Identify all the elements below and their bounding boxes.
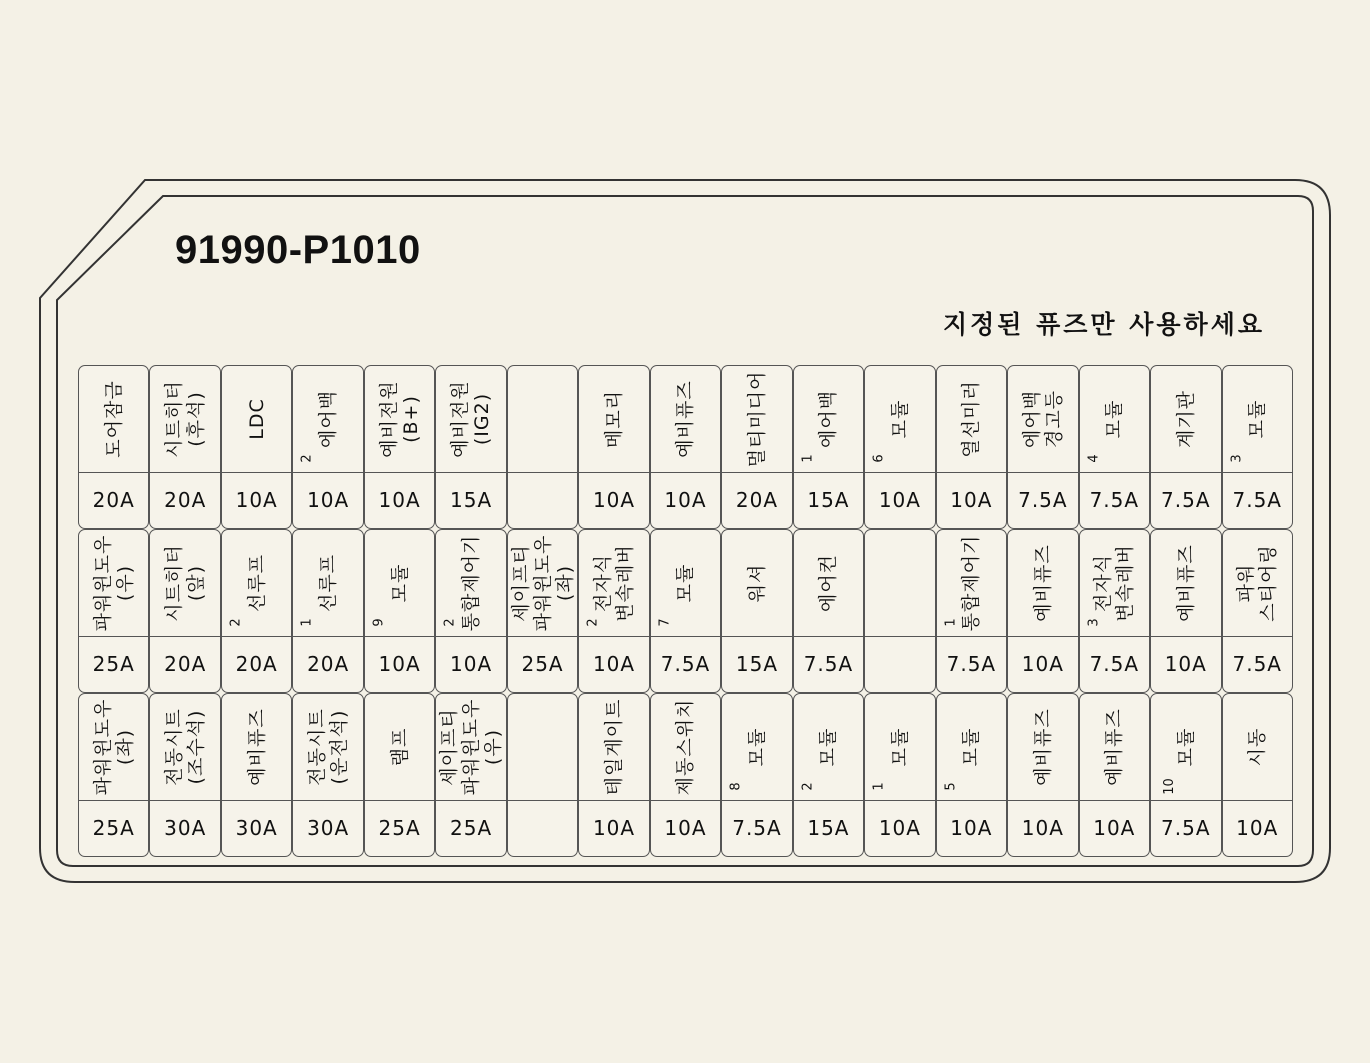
fuse-amperage: 20A [164,488,207,512]
fuse-label: 모듈 [817,727,840,767]
fuse-label: 선루프 [245,553,268,613]
fuse-label: 모듈 [388,563,411,603]
fuse-label-area [436,694,505,801]
fuse-label: 예비퓨즈 [1103,708,1126,786]
fuse-label-area [1080,694,1149,801]
fuse-label-area [1223,366,1292,473]
fuse-amperage: 20A [235,652,278,676]
fuse-label-area [1223,694,1292,801]
fuse-amperage: 10A [1236,816,1279,840]
fuse-label: 모듈 [1246,399,1269,439]
fuse-slot [1222,529,1293,693]
fuse-slot [578,529,649,693]
fuse-slot [864,529,935,693]
fuse-grid [78,365,1293,858]
fuse-amperage: 10A [592,652,636,676]
fuse-amperage [508,800,577,856]
fuse-label-area [79,530,148,637]
fuse-index: 2 [800,782,816,791]
fuse-label-area [222,530,291,637]
fuse-label: 선루프 [317,553,340,613]
warning-text: 지정된 퓨즈만 사용하세요 [942,310,1265,339]
fuse-label: 모듈 [888,727,911,767]
fuse-label-area [579,366,648,473]
fuse-amperage: 10A [950,488,993,512]
fuse-amperage: 7.5A [1089,652,1140,676]
fuse-amperage: 7.5A [1089,488,1140,512]
fuse-slot [149,693,220,857]
fuse-slot [364,529,435,693]
fuse-label: 세이프티 파워윈도우 (좌) [509,534,576,632]
fuse-slot [221,529,292,693]
fuse-label: 예비퓨즈 [1174,544,1197,622]
fuse-amperage: 10A [664,816,707,840]
fuse-label: 전자식 변속레버 [592,544,637,622]
fuse-label-area [1080,530,1149,637]
fuse-amperage: 10A [1164,652,1207,676]
fuse-label: LDC [245,398,268,440]
fuse-index: 1 [800,454,816,463]
fuse-label-area [794,530,863,637]
fuse-amperage: 15A [450,488,493,512]
fuse-label: 제동스위치 [674,698,697,796]
fuse-slot [364,693,435,857]
fuse-label-area [651,366,720,473]
fuse-label: 시동 [1246,727,1269,767]
fuse-label-area [1080,366,1149,473]
fuse-slot [292,693,363,857]
fuse-index: 2 [442,618,458,627]
fuse-slot [650,365,721,529]
fuse-slot [221,693,292,857]
fuse-label: 전동시트 (운전석) [306,708,351,786]
fuse-label-area [508,694,577,801]
fuse-label: 시트히터 (앞) [163,544,208,622]
fuse-label-area [722,366,791,473]
fuse-amperage: 10A [235,488,278,512]
fuse-amperage: 30A [164,816,207,840]
fuse-label-area [722,530,791,637]
fuse-amperage: 30A [307,816,350,840]
fuse-label-area [79,366,148,473]
fuse-index: 1 [943,618,959,627]
fuse-label-area [722,694,791,801]
fuse-label: 열선미러 [960,380,983,458]
fuse-label: 에어컨 [817,553,840,613]
fuse-slot [936,365,1007,529]
fuse-slot [1150,693,1221,857]
fuse-label-area [1151,530,1220,637]
fuse-label: 파워윈도우 (좌) [91,698,136,796]
fuse-slot [221,365,292,529]
fuse-amperage: 25A [521,652,564,676]
fuse-amperage: 10A [450,652,493,676]
fuse-slot [1079,529,1150,693]
fuse-label: 통합제어기 [960,534,983,632]
fuse-amperage: 15A [735,652,779,676]
fuse-amperage [865,636,934,692]
fuse-slot [936,529,1007,693]
fuse-label-area [1008,530,1077,637]
fuse-label: 모듈 [745,727,768,767]
fuse-amperage: 10A [878,816,921,840]
fuse-index: 7 [657,618,673,627]
fuse-label: 예비퓨즈 [1031,544,1054,622]
fuse-label: 예비퓨즈 [674,380,697,458]
fuse-index: 3 [1086,618,1102,627]
fuse-label-area [150,366,219,473]
fuse-index: 10 [1161,778,1177,795]
fuse-label: 에어백 [817,389,840,449]
fuse-label-area [1151,694,1220,801]
fuse-slot [1150,529,1221,693]
fuse-label-area [150,530,219,637]
fuse-label-area [1008,694,1077,801]
fuse-slot [793,529,864,693]
fuse-amperage: 7.5A [803,652,854,676]
fuse-index: 5 [943,782,959,791]
fuse-label: 예비퓨즈 [245,708,268,786]
fuse-amperage: 10A [1021,816,1064,840]
fuse-slot [721,693,792,857]
fuse-label-area [579,530,648,637]
fuse-label-area [579,694,648,801]
fuse-label-area [150,694,219,801]
fuse-slot [650,693,721,857]
fuse-amperage: 20A [735,488,779,512]
fuse-amperage: 10A [664,488,707,512]
fuse-label: 워셔 [745,563,768,603]
fuse-amperage: 20A [307,652,350,676]
fuse-label: 세이프티 파워윈도우 (우) [438,698,505,796]
fuse-label: 계기판 [1174,389,1197,449]
fuse-index: 4 [1086,454,1102,463]
fuse-index: 2 [300,454,316,463]
fuse-label-area [79,694,148,801]
fuse-label: 모듈 [888,399,911,439]
fuse-label-area [1151,366,1220,473]
fuse-slot [435,693,506,857]
fuse-slot [1079,365,1150,529]
fuse-label: 멀티미디어 [745,370,768,468]
fuse-label: 모듈 [674,563,697,603]
fuse-label: 전자식 변속레버 [1092,544,1137,622]
fuse-amperage: 10A [307,488,350,512]
fuse-label-area [794,366,863,473]
fuse-slot [149,529,220,693]
fuse-index: 3 [1229,454,1245,463]
fuse-amperage: 25A [450,816,493,840]
fuse-amperage: 15A [807,488,850,512]
fuse-label-area [222,366,291,473]
fuse-label-area [865,694,934,801]
fuse-slot [507,529,578,693]
fuse-label-area [794,694,863,801]
fuse-slot [864,693,935,857]
fuse-label-area [508,366,577,473]
fuse-label-area [1223,530,1292,637]
fuse-slot [1007,693,1078,857]
fuse-slot [78,529,149,693]
fuse-amperage: 20A [92,488,135,512]
fuse-amperage: 7.5A [732,816,782,840]
fuse-label-area [436,530,505,637]
fuse-amperage: 7.5A [660,652,711,676]
fuse-index: 8 [728,782,744,791]
fuse-label-area [865,366,934,473]
fuse-slot [864,365,935,529]
fuse-amperage [508,472,577,528]
fuse-slot [292,365,363,529]
fuse-label-area [365,694,434,801]
fuse-slot [650,529,721,693]
fuse-slot [1222,693,1293,857]
fuse-slot [1222,365,1293,529]
fuse-slot [507,365,578,529]
fuse-label-area [937,530,1006,637]
fuse-label-area [365,530,434,637]
fuse-label: 모듈 [1174,727,1197,767]
fuse-slot [1079,693,1150,857]
fuse-amperage: 10A [378,652,421,676]
fuse-label: 에어백 [317,389,340,449]
fuse-label-area [651,694,720,801]
fuse-label-area [293,366,362,473]
fuse-amperage: 10A [1093,816,1136,840]
fuse-amperage: 7.5A [1232,488,1282,512]
fuse-label: 전동시트 (조수석) [163,708,208,786]
fuse-amperage: 30A [235,816,278,840]
fuse-label-area [222,694,291,801]
fuse-label-area [937,366,1006,473]
fuse-label: 통합제어기 [460,534,483,632]
fuse-label: 예비전원 (B+) [377,380,422,458]
fuse-index: 1 [871,782,887,791]
fuse-amperage: 20A [164,652,207,676]
fuse-amperage: 10A [878,488,921,512]
fuse-label-area [436,366,505,473]
fuse-slot [721,365,792,529]
fuse-amperage: 7.5A [1161,488,1211,512]
fuse-slot [1007,529,1078,693]
fuse-label: 예비전원 (IG2) [449,380,494,458]
fuse-amperage: 7.5A [1232,652,1282,676]
fuse-amperage: 10A [950,816,993,840]
fuse-label: 도어잠금 [102,380,125,458]
fuse-label-area [937,694,1006,801]
fuse-slot [1007,365,1078,529]
fuse-index: 2 [228,618,244,627]
fuse-label-area [365,366,434,473]
fuse-label-area [508,530,577,637]
fuse-label-area [293,694,362,801]
fuse-amperage: 7.5A [1018,488,1068,512]
fuse-label-area [1008,366,1077,473]
fuse-slot [936,693,1007,857]
fuse-slot [507,693,578,857]
fuse-slot [435,529,506,693]
fuse-slot [435,365,506,529]
fuse-slot [578,365,649,529]
fuse-amperage: 7.5A [946,652,997,676]
fuse-index: 6 [871,454,887,463]
fuse-label: 메모리 [603,389,626,449]
fuse-amperage: 10A [592,488,636,512]
fuse-slot [1150,365,1221,529]
fuse-label: 모듈 [960,727,983,767]
fuse-slot [364,365,435,529]
fuse-slot [578,693,649,857]
fuse-amperage: 25A [92,816,135,840]
part-number: 91990-P1010 [175,228,421,272]
fuse-label: 예비퓨즈 [1031,708,1054,786]
fuse-amperage: 7.5A [1161,816,1211,840]
fuse-amperage: 10A [1021,652,1064,676]
fuse-slot [721,529,792,693]
fuse-label: 모듈 [1103,399,1126,439]
fuse-slot [793,365,864,529]
fuse-index: 1 [300,618,316,627]
fuse-index: 2 [585,618,601,627]
fuse-amperage: 25A [92,652,135,676]
fuse-label-area [651,530,720,637]
fuse-slot [149,365,220,529]
fuse-amperage: 10A [378,488,421,512]
fuse-amperage: 10A [592,816,636,840]
fuse-label-area [865,530,934,637]
fuse-label: 파워 스티어링 [1235,544,1280,622]
fuse-index: 9 [371,618,387,627]
fuse-slot [292,529,363,693]
fuse-label: 에어백 경고등 [1020,389,1065,449]
fuse-amperage: 25A [378,816,421,840]
fuse-label-area [293,530,362,637]
fuse-label: 램프 [388,727,411,767]
fuse-label: 테일게이트 [603,698,626,796]
fuse-slot [793,693,864,857]
fuse-label: 파워윈도우 (우) [91,534,136,632]
fuse-label: 시트히터 (후석) [163,380,208,458]
fuse-slot [78,693,149,857]
fuse-slot [78,365,149,529]
fuse-amperage: 15A [807,816,850,840]
